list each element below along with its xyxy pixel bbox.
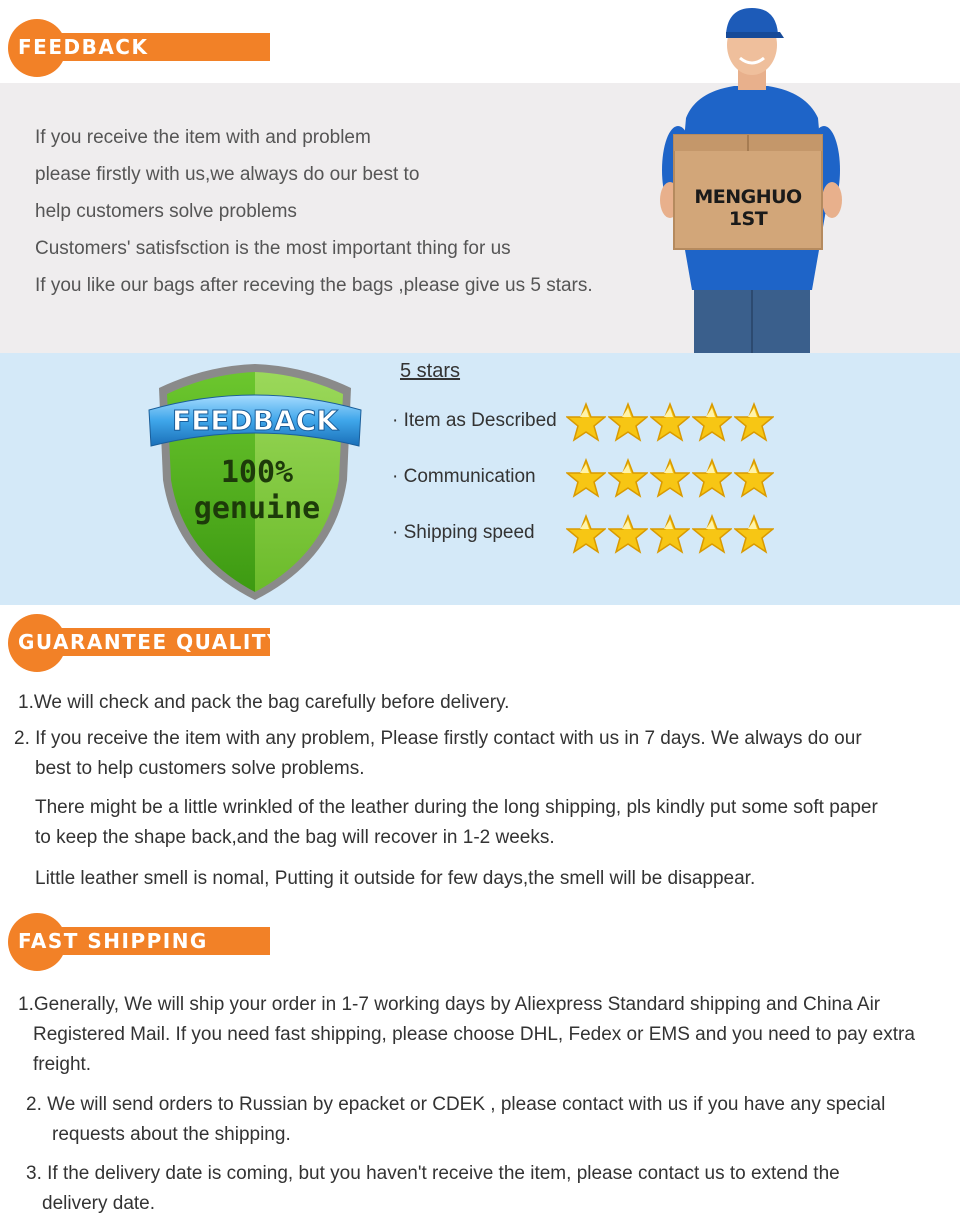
star-icon	[608, 458, 648, 498]
badge-genuine-text: genuine	[193, 491, 321, 526]
star-icon	[734, 514, 774, 554]
shipping-item-1-cont: Registered Mail. If you need fast shipping, please choose DHL, Fedex or EMS and you need to pay extra	[33, 1024, 915, 1045]
shipping-item-1: 1.Generally, We will ship your order in 1-7 working days by Aliexpress Standard shipping and China Air	[18, 994, 881, 1015]
badge-banner-text: FEEDBACK	[172, 404, 338, 437]
guarantee-wrinkle-note: There might be a little wrinkled of the leather during the long shipping, pls kindly put some soft paper	[35, 797, 878, 818]
star-icon	[692, 458, 732, 498]
feedback-section-header	[8, 19, 270, 83]
rating-label: · Item as Described	[392, 410, 557, 431]
guarantee-wrinkle-note-cont: to keep the shape back,and the bag will recover in 1-2 weeks.	[35, 827, 555, 848]
star-icon	[650, 458, 690, 498]
shipping-item-2: 2. We will send orders to Russian by epacket or CDEK , please contact with us if you have any special	[26, 1094, 886, 1115]
box-label: MENGHUO 1ST	[694, 186, 802, 230]
feedback-line: Customers' satisfsction is the most important thing for us	[35, 238, 511, 259]
shipping-item-3-cont: delivery date.	[42, 1193, 156, 1214]
badge-percent-text: 100%	[220, 455, 294, 490]
stars-title: 5 stars	[400, 360, 461, 382]
feedback-header-label: FEEDBACK	[18, 35, 149, 59]
guarantee-item-2-cont: best to help customers solve problems.	[35, 758, 365, 779]
star-icon	[692, 402, 732, 442]
star-icon	[650, 402, 690, 442]
feedback-line: If you receive the item with and problem	[35, 127, 371, 148]
guarantee-smell-note: Little leather smell is nomal, Putting it outside for few days,the smell will be disappear.	[35, 868, 756, 889]
feedback-line: If you like our bags after receving the bags ,please give us 5 stars.	[35, 275, 593, 296]
star-icon	[566, 402, 606, 442]
star-icon	[566, 458, 606, 498]
shipping-item-3: 3. If the delivery date is coming, but you haven't receive the item, please contact us to extend the	[26, 1163, 840, 1184]
courier-illustration	[656, 0, 846, 353]
star-icon	[734, 458, 774, 498]
star-rating	[566, 402, 774, 442]
star-icon	[566, 514, 606, 554]
genuine-shield-badge	[145, 360, 365, 604]
star-icon	[692, 514, 732, 554]
guarantee-header-label: GUARANTEE QUALITY	[18, 630, 283, 654]
shipping-header-label: FAST SHIPPING	[18, 929, 208, 953]
star-rating	[566, 514, 774, 554]
star-rating	[566, 458, 774, 498]
rating-label: · Shipping speed	[392, 522, 535, 543]
shipping-section-header	[8, 913, 270, 977]
guarantee-section-header	[8, 614, 283, 678]
guarantee-item-1: 1.We will check and pack the bag carefully before delivery.	[18, 692, 510, 713]
feedback-line: help customers solve problems	[35, 201, 297, 222]
star-icon	[608, 402, 648, 442]
star-icon	[650, 514, 690, 554]
rating-label: · Communication	[392, 466, 536, 487]
feedback-line: please firstly with us,we always do our best to	[35, 164, 420, 185]
shipping-item-2-cont: requests about the shipping.	[52, 1124, 291, 1145]
shipping-item-1-cont: freight.	[33, 1054, 92, 1075]
star-icon	[734, 402, 774, 442]
guarantee-item-2: 2. If you receive the item with any problem, Please firstly contact with us in 7 days. We always do our	[14, 728, 862, 749]
star-icon	[608, 514, 648, 554]
